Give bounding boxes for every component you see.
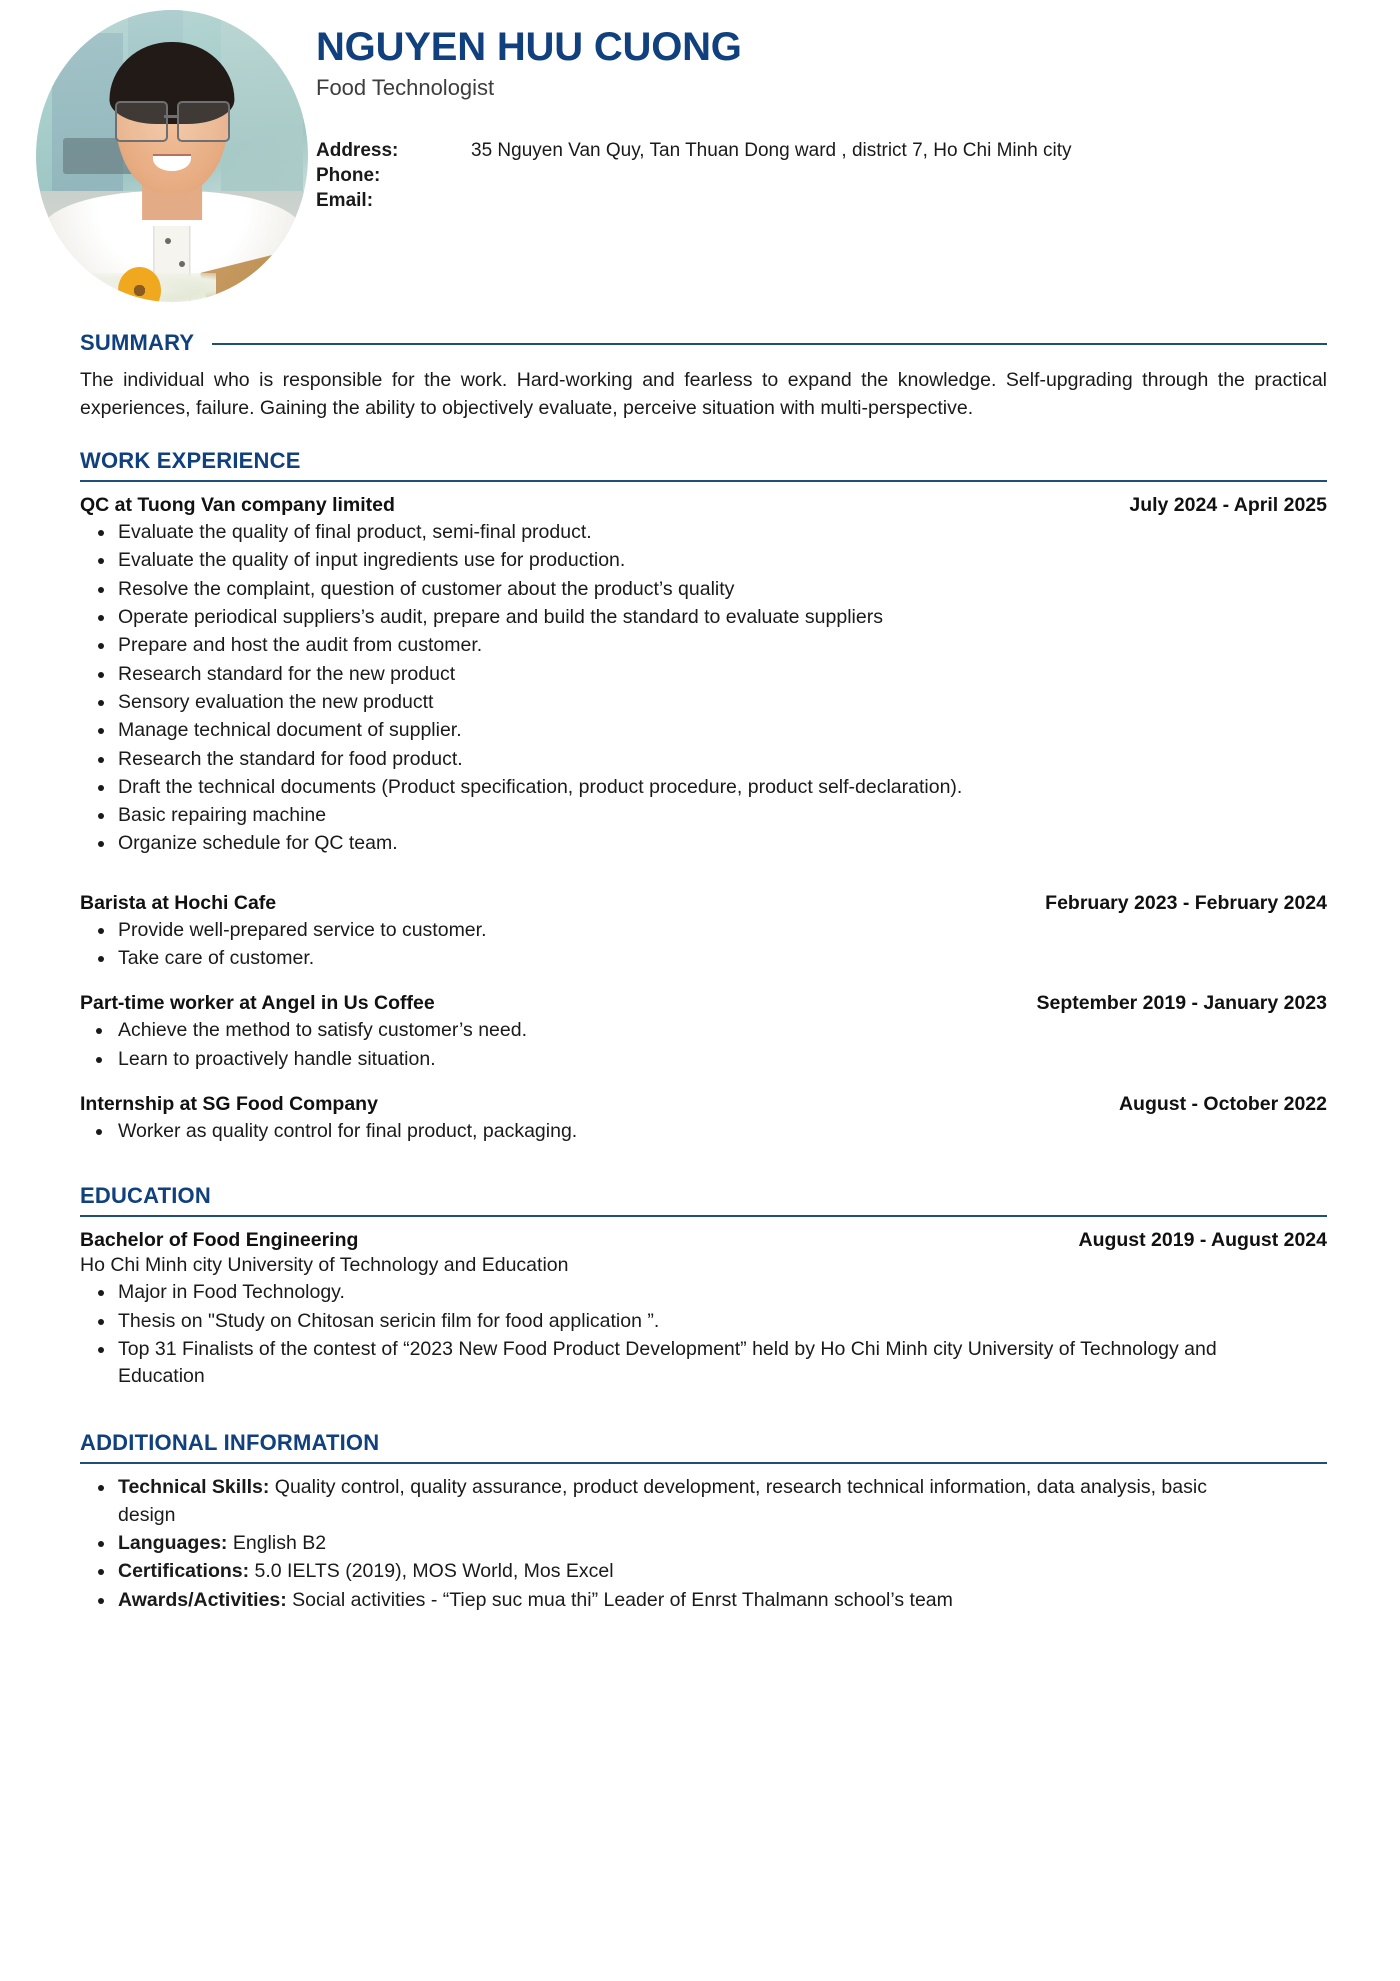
list-item: Research standard for the new product: [118, 661, 1327, 688]
languages-label: Languages:: [118, 1531, 228, 1554]
phone-label: Phone:: [316, 164, 381, 186]
summary-text: The individual who is responsible for the work. Hard-working and fearless to expand the knowledge. Self-upgrading through the practical experiences, failure. Gaining the ability to objectively evaluate, perceive situation with multi-perspective.: [80, 369, 1327, 420]
photo-person-button-upper: [165, 238, 171, 244]
work-entry: [80, 892, 1327, 973]
technical-skills-label: Technical Skills:: [118, 1476, 270, 1499]
section-additional-information: [80, 1430, 1327, 1613]
work-entry: [80, 494, 1327, 858]
certifications-value: 5.0 IELTS (2019), MOS World, Mos Excel: [249, 1560, 614, 1583]
work-entry-date: September 2019 - January 2023: [1036, 992, 1327, 1015]
work-entry-title: Barista at Hochi Cafe: [80, 891, 277, 914]
list-item: Provide well-prepared service to customer.: [118, 917, 1327, 944]
list-item: Draft the technical documents (Product specification, product procedure, product self-declaration).: [118, 774, 1228, 801]
education-entry: [80, 1229, 1327, 1390]
list-item: [118, 1530, 1327, 1557]
section-education: [80, 1183, 1327, 1390]
photo-background-building-right: [221, 16, 303, 197]
summary-header: [80, 330, 1327, 356]
list-item: Manage technical document of supplier.: [118, 717, 1327, 744]
list-item: Organize schedule for QC team.: [118, 830, 1327, 857]
list-item: Research the standard for food product.: [118, 746, 1327, 773]
work-entry-bullets: [80, 917, 1327, 973]
section-summary: [80, 330, 1327, 422]
work-entry-title: Internship at SG Food Company: [80, 1092, 378, 1115]
glasses-right-lens-icon: [177, 101, 230, 143]
list-item: Achieve the method to satisfy customer’s need.: [118, 1017, 1327, 1044]
work-entry-date: August - October 2022: [1118, 1092, 1327, 1115]
list-item: Evaluate the quality of input ingredients use for production.: [118, 547, 1327, 574]
work-entry-bullets: [80, 1118, 1327, 1145]
work-entry-header: [80, 494, 1327, 517]
section-work-experience: [80, 448, 1327, 1145]
photo-person-button-lower: [179, 261, 185, 267]
work-entry-date: July 2024 - April 2025: [1129, 494, 1327, 517]
certifications-label: Certifications:: [118, 1560, 250, 1583]
candidate-name: NGUYEN HUU CUONG: [316, 25, 742, 69]
work-entry: [80, 992, 1327, 1073]
summary-divider: [212, 343, 1327, 345]
header-text-block: [308, 10, 1327, 213]
awards-activities-value: Social activities - “Tiep suc mua thi” Leader of Enrst Thalmann school’s team: [286, 1588, 953, 1611]
education-entry-header: [80, 1229, 1327, 1252]
list-item: [118, 1558, 1327, 1585]
list-item: Resolve the complaint, question of customer about the product’s quality: [118, 576, 1327, 603]
work-entry-header: [80, 892, 1327, 915]
contact-block: [316, 138, 1327, 213]
work-experience-divider: [80, 480, 1327, 482]
glasses-left-lens-icon: [115, 101, 168, 143]
contact-row-email: [316, 188, 1327, 213]
work-entry-date: February 2023 - February 2024: [1045, 891, 1327, 914]
list-item: [118, 1474, 1248, 1529]
list-item: Take care of customer.: [118, 945, 1327, 972]
education-date: August 2019 - August 2024: [1078, 1229, 1327, 1252]
address-label: Address:: [316, 139, 399, 161]
work-experience-title: WORK EXPERIENCE: [80, 448, 301, 474]
contact-row-phone: [316, 163, 1327, 188]
work-entry-bullets: [80, 519, 1327, 858]
profile-photo: [36, 10, 308, 302]
list-item: Sensory evaluation the new productt: [118, 689, 1327, 716]
work-entry-title: Part-time worker at Angel in Us Coffee: [80, 992, 435, 1015]
education-bullets: [80, 1279, 1327, 1390]
education-title: EDUCATION: [80, 1183, 211, 1209]
list-item: Major in Food Technology.: [118, 1279, 1327, 1306]
address-value: 35 Nguyen Van Quy, Tan Thuan Dong ward , district 7, Ho Chi Minh city: [471, 139, 1072, 161]
email-label: Email:: [316, 189, 374, 211]
work-entry: [80, 1093, 1327, 1145]
list-item: Operate periodical suppliers’s audit, prepare and build the standard to evaluate suppliers: [118, 604, 1327, 631]
list-item: Evaluate the quality of final product, semi-final product.: [118, 519, 1327, 546]
list-item: Basic repairing machine: [118, 802, 1327, 829]
list-item: [118, 1587, 1327, 1614]
work-entry-title: QC at Tuong Van company limited: [80, 494, 395, 517]
education-degree: Bachelor of Food Engineering: [80, 1229, 359, 1252]
candidate-job-title: Food Technologist: [316, 75, 495, 101]
technical-skills-value: Quality control, quality assurance, product development, research technical information, data analysis, basic design: [118, 1476, 1207, 1526]
summary-title: SUMMARY: [80, 330, 195, 355]
languages-value: English B2: [227, 1531, 327, 1554]
list-item: Worker as quality control for final product, packaging.: [118, 1118, 1327, 1145]
resume-header: [18, 0, 1327, 302]
awards-activities-label: Awards/Activities:: [118, 1588, 287, 1611]
list-item: Top 31 Finalists of the contest of “2023 New Food Product Development” held by Ho Chi Minh city University of Technology and Education: [118, 1336, 1293, 1391]
work-entry-bullets: [80, 1017, 1327, 1073]
work-entry-header: [80, 1093, 1327, 1116]
additional-information-list: [80, 1474, 1327, 1613]
list-item: Learn to proactively handle situation.: [118, 1046, 1327, 1073]
glasses-bridge-icon: [164, 115, 178, 118]
additional-information-title: ADDITIONAL INFORMATION: [80, 1430, 380, 1456]
photo-container: [18, 10, 308, 302]
additional-information-divider: [80, 1462, 1327, 1464]
work-entry-header: [80, 992, 1327, 1015]
list-item: Prepare and host the audit from customer.: [118, 632, 1327, 659]
education-school: Ho Chi Minh city University of Technology and Education: [80, 1254, 569, 1277]
education-divider: [80, 1215, 1327, 1217]
list-item: Thesis on "Study on Chitosan sericin film for food application ”.: [118, 1308, 1327, 1335]
contact-row-address: [316, 138, 1327, 163]
